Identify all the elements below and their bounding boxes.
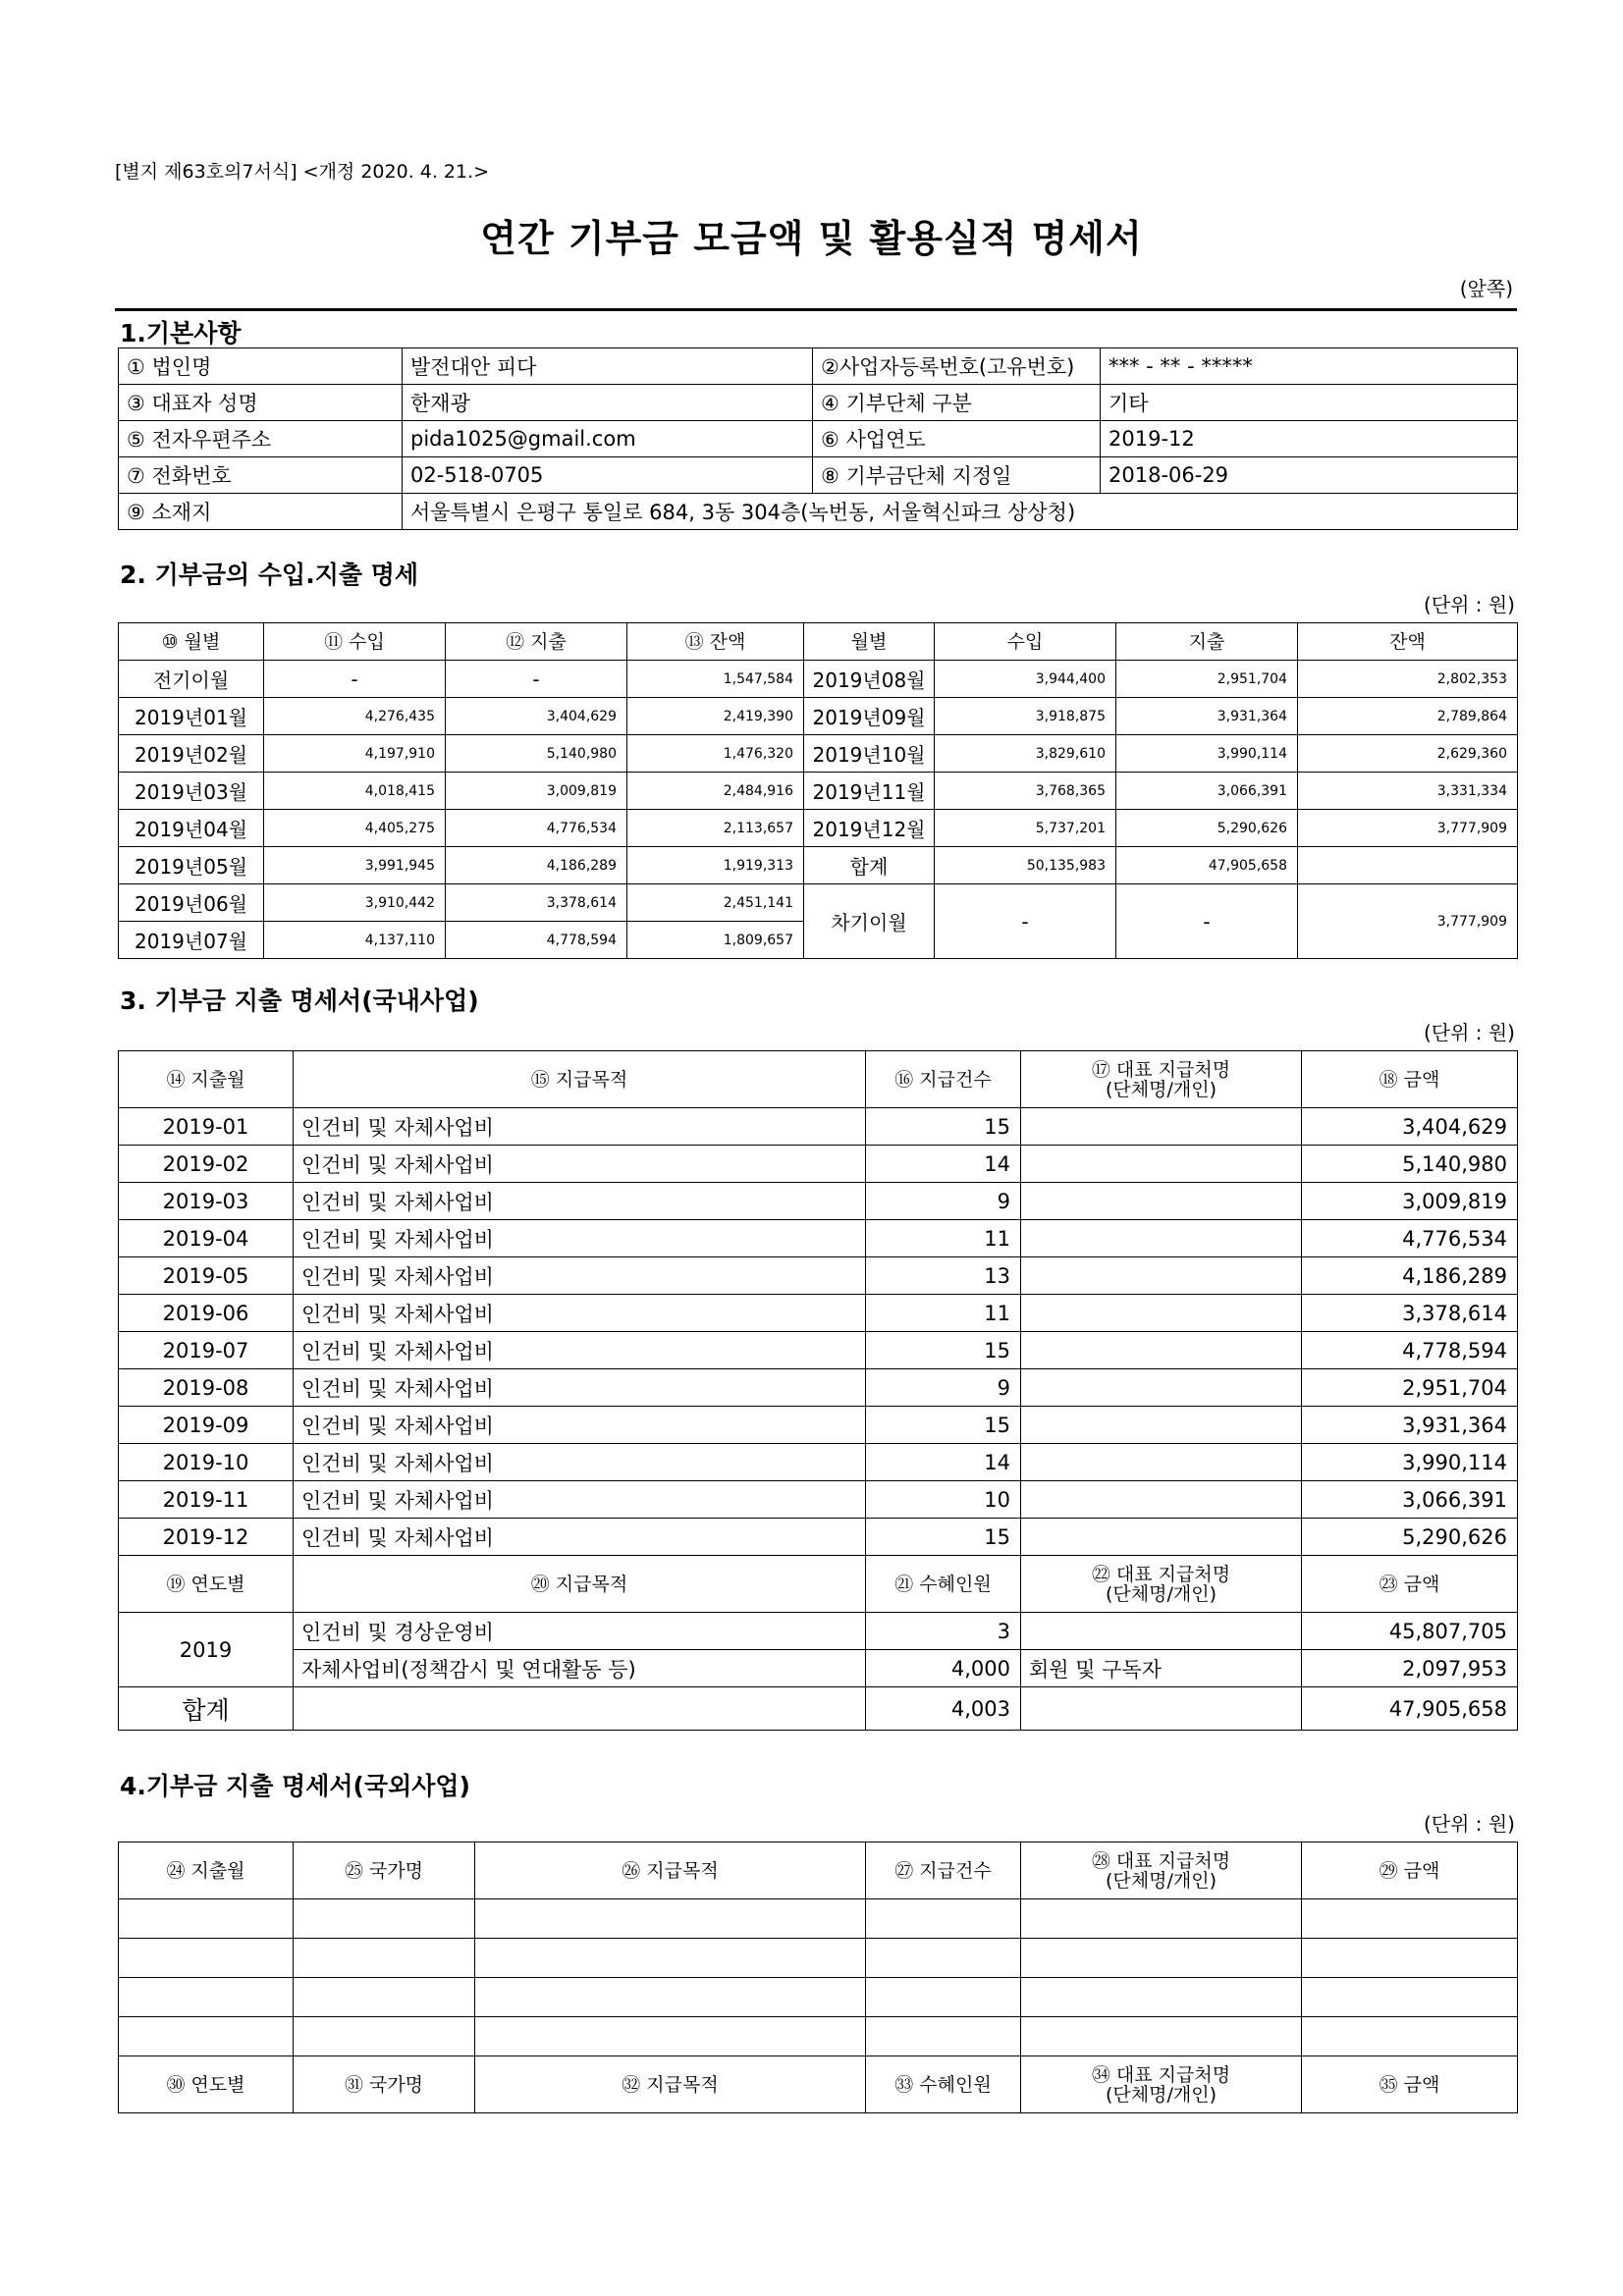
amount-cell: 45,807,705 [1302,1613,1518,1650]
empty-cell [1021,1939,1302,1978]
recipient-cell [1021,1369,1302,1407]
month-cell: 2019-03 [119,1183,294,1220]
column-header: ⑬ 잔액 [627,623,804,661]
amount-cell: 3,990,114 [1116,735,1298,773]
ledger-row [119,661,1518,698]
recipient-cell [1021,1444,1302,1481]
column-header: ㉕ 국가명 [294,1842,475,1899]
purpose-cell: 인건비 및 자체사업비 [294,1146,866,1183]
basic-info-row [119,348,1518,385]
count-cell: 14 [866,1146,1021,1183]
domestic-row [119,1369,1518,1407]
field-value: 2018-06-29 [1101,457,1518,494]
form-reference: [별지 제63호의7서식] <개정 2020. 4. 21.> [115,161,490,183]
amount-cell: 2,113,657 [627,810,804,847]
income-expense-table [118,622,1518,959]
column-header: ⑪ 수입 [264,623,446,661]
column-header [1021,2056,1302,2113]
domestic-row [119,1481,1518,1519]
field-label: ⑥ 사업연도 [813,421,1101,457]
amount-cell: 2,097,953 [1302,1650,1518,1687]
field-label: ④ 기부단체 구분 [813,385,1101,421]
total-amount-cell: 47,905,658 [1302,1687,1518,1731]
empty-cell [1302,1978,1518,2017]
amount-cell: 3,918,875 [935,698,1116,735]
month-cell: 2019년03월 [119,773,264,810]
amount-cell: 4,197,910 [264,735,446,773]
purpose-cell [294,1687,866,1731]
amount-cell: 3,009,819 [1302,1183,1518,1220]
year-cell: 2019 [119,1613,294,1687]
header-line: ㉞ 대표 지급처명 [1091,2063,1231,2086]
amount-cell: 3,404,629 [446,698,627,735]
count-cell: 4,003 [866,1687,1021,1731]
purpose-cell: 인건비 및 자체사업비 [294,1332,866,1369]
recipient-cell: 회원 및 구독자 [1021,1650,1302,1687]
amount-cell: 50,135,983 [935,847,1116,884]
recipient-cell [1021,1687,1302,1731]
domestic-row [119,1108,1518,1146]
domestic-row [119,1332,1518,1369]
empty-cell [475,1978,866,2017]
recipient-cell [1021,1146,1302,1183]
amount-cell [1298,847,1518,884]
month-cell: 2019년06월 [119,884,264,922]
empty-cell [475,1939,866,1978]
domestic-year-header-row [119,1556,1518,1613]
count-cell: 13 [866,1257,1021,1295]
page-side-label: (앞쪽) [1459,277,1513,300]
ledger-header-row [119,623,1518,661]
count-cell: 10 [866,1481,1021,1519]
column-header: ㉚ 연도별 [119,2056,294,2113]
recipient-cell [1021,1220,1302,1257]
domestic-year-row [119,1650,1518,1687]
domestic-row [119,1183,1518,1220]
amount-cell: 47,905,658 [1116,847,1298,884]
count-cell: 15 [866,1108,1021,1146]
empty-cell [119,1939,294,1978]
ledger-row [119,735,1518,773]
section4-unit: (단위 : 원) [1423,1812,1515,1836]
amount-cell: - [264,661,446,698]
domestic-header-row [119,1051,1518,1108]
header-line: ㉒ 대표 지급처명 [1091,1563,1231,1585]
purpose-cell: 인건비 및 자체사업비 [294,1519,866,1556]
month-cell: 2019년05월 [119,847,264,884]
header-line: ㉘ 대표 지급처명 [1091,1849,1231,1872]
month-cell: 2019-12 [119,1519,294,1556]
column-header: ㉜ 지급목적 [475,2056,866,2113]
header-line: (단체명/개인) [1106,1582,1217,1605]
basic-info-table [118,347,1518,530]
column-header: 지출 [1116,623,1298,661]
amount-cell: 3,991,945 [264,847,446,884]
count-cell: 4,000 [866,1650,1021,1687]
month-cell: 전기이월 [119,661,264,698]
amount-cell: 2,951,704 [1302,1369,1518,1407]
amount-cell: 3,931,364 [1302,1407,1518,1444]
purpose-cell: 인건비 및 자체사업비 [294,1295,866,1332]
empty-cell [294,2017,475,2056]
recipient-cell [1021,1407,1302,1444]
count-cell: 3 [866,1613,1021,1650]
header-line: ⑰ 대표 지급처명 [1091,1058,1231,1081]
month-cell: 2019-08 [119,1369,294,1407]
address-row [119,494,1518,530]
amount-cell: 4,186,289 [446,847,627,884]
overseas-header-row [119,1842,1518,1899]
column-header: ㉙ 금액 [1302,1842,1518,1899]
domestic-row [119,1257,1518,1295]
field-label: ③ 대표자 성명 [119,385,403,421]
amount-cell: 1,547,584 [627,661,804,698]
empty-cell [1302,1939,1518,1978]
amount-cell: 4,276,435 [264,698,446,735]
purpose-cell: 인건비 및 자체사업비 [294,1220,866,1257]
month-cell: 2019-10 [119,1444,294,1481]
amount-cell: 5,290,626 [1116,810,1298,847]
month-cell: 2019년08월 [804,661,935,698]
month-cell: 2019-05 [119,1257,294,1295]
amount-cell: 3,829,610 [935,735,1116,773]
count-cell: 11 [866,1295,1021,1332]
overseas-row [119,1939,1518,1978]
recipient-cell [1021,1295,1302,1332]
column-header: ⑫ 지출 [446,623,627,661]
header-line: (단체명/개인) [1106,2083,1217,2106]
month-cell: 2019-04 [119,1220,294,1257]
column-header: ㉔ 지출월 [119,1842,294,1899]
column-header: ⑳ 지급목적 [294,1556,866,1613]
amount-cell: 5,140,980 [1302,1146,1518,1183]
field-label: ⑦ 전화번호 [119,457,403,494]
count-cell: 15 [866,1407,1021,1444]
section1-top-rule [115,308,1517,311]
amount-cell: 3,990,114 [1302,1444,1518,1481]
recipient-cell [1021,1481,1302,1519]
header-line: (단체명/개인) [1106,1078,1217,1100]
amount-cell: 4,778,594 [446,922,627,959]
amount-cell: 2,789,864 [1298,698,1518,735]
domestic-expense-table [118,1050,1518,1731]
column-header: ㉖ 지급목적 [475,1842,866,1899]
purpose-cell: 인건비 및 자체사업비 [294,1183,866,1220]
count-cell: 14 [866,1444,1021,1481]
field-label: ⑨ 소재지 [119,494,403,530]
column-header: ⑭ 지출월 [119,1051,294,1108]
amount-cell: 4,778,594 [1302,1332,1518,1369]
amount-cell: 4,137,110 [264,922,446,959]
field-label: ⑤ 전자우편주소 [119,421,403,457]
ledger-row [119,884,1518,922]
basic-info-row [119,457,1518,494]
field-value: *** - ** - ***** [1101,348,1518,385]
recipient-cell [1021,1332,1302,1369]
count-cell: 9 [866,1183,1021,1220]
domestic-row [119,1220,1518,1257]
recipient-cell [1021,1257,1302,1295]
amount-cell: 3,066,391 [1116,773,1298,810]
empty-cell [475,1899,866,1939]
overseas-year-header-row [119,2056,1518,2113]
amount-cell: - [935,884,1116,959]
column-header: ㉑ 수혜인원 [866,1556,1021,1613]
amount-cell: 1,476,320 [627,735,804,773]
month-cell: 2019-09 [119,1407,294,1444]
domestic-total-row [119,1687,1518,1731]
amount-cell: 5,290,626 [1302,1519,1518,1556]
ledger-row [119,847,1518,884]
address-value: 서울특별시 은평구 통일로 684, 3동 304층(녹번동, 서울혁신파크 상상청) [403,494,1518,530]
section4-title: 4.기부금 지출 명세서(국외사업) [120,1772,470,1800]
month-cell: 2019-07 [119,1332,294,1369]
column-header [1021,1842,1302,1899]
empty-cell [1021,1978,1302,2017]
field-value: 한재광 [403,385,813,421]
month-cell: 2019년11월 [804,773,935,810]
column-header: 잔액 [1298,623,1518,661]
purpose-cell: 인건비 및 자체사업비 [294,1108,866,1146]
column-header [1021,1556,1302,1613]
amount-cell: 3,331,334 [1298,773,1518,810]
ledger-row [119,810,1518,847]
amount-cell: 2,629,360 [1298,735,1518,773]
section1-title: 1.기본사항 [120,319,242,347]
column-header: ㉛ 국가명 [294,2056,475,2113]
amount-cell: - [446,661,627,698]
domestic-row [119,1519,1518,1556]
amount-cell: 3,009,819 [446,773,627,810]
empty-cell [866,1939,1021,1978]
month-cell: 2019년12월 [804,810,935,847]
amount-cell: 2,951,704 [1116,661,1298,698]
amount-cell: 4,186,289 [1302,1257,1518,1295]
empty-cell [1021,1899,1302,1939]
count-cell: 15 [866,1519,1021,1556]
month-cell: 2019-02 [119,1146,294,1183]
header-line: (단체명/개인) [1106,1869,1217,1892]
purpose-cell: 인건비 및 자체사업비 [294,1407,866,1444]
amount-cell: 5,140,980 [446,735,627,773]
count-cell: 15 [866,1332,1021,1369]
amount-cell: 2,451,141 [627,884,804,922]
amount-cell: 4,776,534 [1302,1220,1518,1257]
overseas-expense-table [118,1842,1518,2113]
ledger-row [119,773,1518,810]
month-cell: 합계 [804,847,935,884]
amount-cell: 1,809,657 [627,922,804,959]
section3-title: 3. 기부금 지출 명세서(국내사업) [120,987,479,1015]
field-label: ① 법인명 [119,348,403,385]
column-header: ㉝ 수혜인원 [866,2056,1021,2113]
amount-cell: 3,066,391 [1302,1481,1518,1519]
amount-cell: 4,405,275 [264,810,446,847]
amount-cell: 4,018,415 [264,773,446,810]
empty-cell [119,1899,294,1939]
column-header: ⑱ 금액 [1302,1051,1518,1108]
amount-cell: 1,919,313 [627,847,804,884]
empty-cell [294,1978,475,2017]
document-title: 연간 기부금 모금액 및 활용실적 명세서 [480,217,1143,260]
field-value: 2019-12 [1101,421,1518,457]
empty-cell [475,2017,866,2056]
empty-cell [866,1978,1021,2017]
empty-cell [1021,2017,1302,2056]
column-header: ㉓ 금액 [1302,1556,1518,1613]
count-cell: 9 [866,1369,1021,1407]
domestic-year-row [119,1613,1518,1650]
section2-unit: (단위 : 원) [1423,593,1515,616]
month-cell: 2019-01 [119,1108,294,1146]
column-header: ⑯ 지급건수 [866,1051,1021,1108]
amount-cell: 3,944,400 [935,661,1116,698]
empty-cell [119,1978,294,2017]
month-cell: 2019-11 [119,1481,294,1519]
total-label: 합계 [119,1687,294,1731]
amount-cell: 2,484,916 [627,773,804,810]
amount-cell: 3,777,909 [1298,810,1518,847]
section3-unit: (단위 : 원) [1423,1021,1515,1044]
month-cell: 2019-06 [119,1295,294,1332]
overseas-row [119,2017,1518,2056]
amount-cell: 2,419,390 [627,698,804,735]
recipient-cell [1021,1519,1302,1556]
field-value: 02-518-0705 [403,457,813,494]
overseas-row [119,1899,1518,1939]
month-cell: 2019년04월 [119,810,264,847]
basic-info-row [119,421,1518,457]
amount-cell: 5,737,201 [935,810,1116,847]
domestic-row [119,1146,1518,1183]
domestic-row [119,1444,1518,1481]
month-cell: 2019년07월 [119,922,264,959]
ledger-row [119,698,1518,735]
empty-cell [1302,2017,1518,2056]
month-cell: 2019년10월 [804,735,935,773]
empty-cell [1302,1899,1518,1939]
field-label: ②사업자등록번호(고유번호) [813,348,1101,385]
month-cell: 2019년01월 [119,698,264,735]
column-header: 수입 [935,623,1116,661]
recipient-cell [1021,1108,1302,1146]
amount-cell: - [1116,884,1298,959]
column-header: ⑮ 지급목적 [294,1051,866,1108]
amount-cell: 3,378,614 [1302,1295,1518,1332]
field-value: 발전대안 피다 [403,348,813,385]
column-header: ㉗ 지급건수 [866,1842,1021,1899]
section2-title: 2. 기부금의 수입.지출 명세 [120,561,419,589]
amount-cell: 3,910,442 [264,884,446,922]
amount-cell: 2,802,353 [1298,661,1518,698]
empty-cell [119,2017,294,2056]
basic-info-row [119,385,1518,421]
column-header: ⑩ 월별 [119,623,264,661]
count-cell: 11 [866,1220,1021,1257]
recipient-cell [1021,1183,1302,1220]
field-value: 기타 [1101,385,1518,421]
purpose-cell: 인건비 및 자체사업비 [294,1481,866,1519]
purpose-cell: 인건비 및 경상운영비 [294,1613,866,1650]
empty-cell [866,2017,1021,2056]
purpose-cell: 인건비 및 자체사업비 [294,1257,866,1295]
amount-cell: 3,777,909 [1298,884,1518,959]
purpose-cell: 자체사업비(정책감시 및 연대활동 등) [294,1650,866,1687]
column-header [1021,1051,1302,1108]
domestic-row [119,1295,1518,1332]
domestic-row [119,1407,1518,1444]
month-cell: 2019년09월 [804,698,935,735]
field-label: ⑧ 기부금단체 지정일 [813,457,1101,494]
column-header: ⑲ 연도별 [119,1556,294,1613]
recipient-cell [1021,1613,1302,1650]
purpose-cell: 인건비 및 자체사업비 [294,1444,866,1481]
empty-cell [294,1899,475,1939]
field-value: pida1025@gmail.com [403,421,813,457]
column-header: 월별 [804,623,935,661]
empty-cell [866,1899,1021,1939]
amount-cell: 3,378,614 [446,884,627,922]
amount-cell: 4,776,534 [446,810,627,847]
amount-cell: 3,404,629 [1302,1108,1518,1146]
column-header: ㉟ 금액 [1302,2056,1518,2113]
purpose-cell: 인건비 및 자체사업비 [294,1369,866,1407]
carry-over-label: 차기이월 [804,884,935,959]
empty-cell [294,1939,475,1978]
month-cell: 2019년02월 [119,735,264,773]
overseas-row [119,1978,1518,2017]
amount-cell: 3,768,365 [935,773,1116,810]
amount-cell: 3,931,364 [1116,698,1298,735]
